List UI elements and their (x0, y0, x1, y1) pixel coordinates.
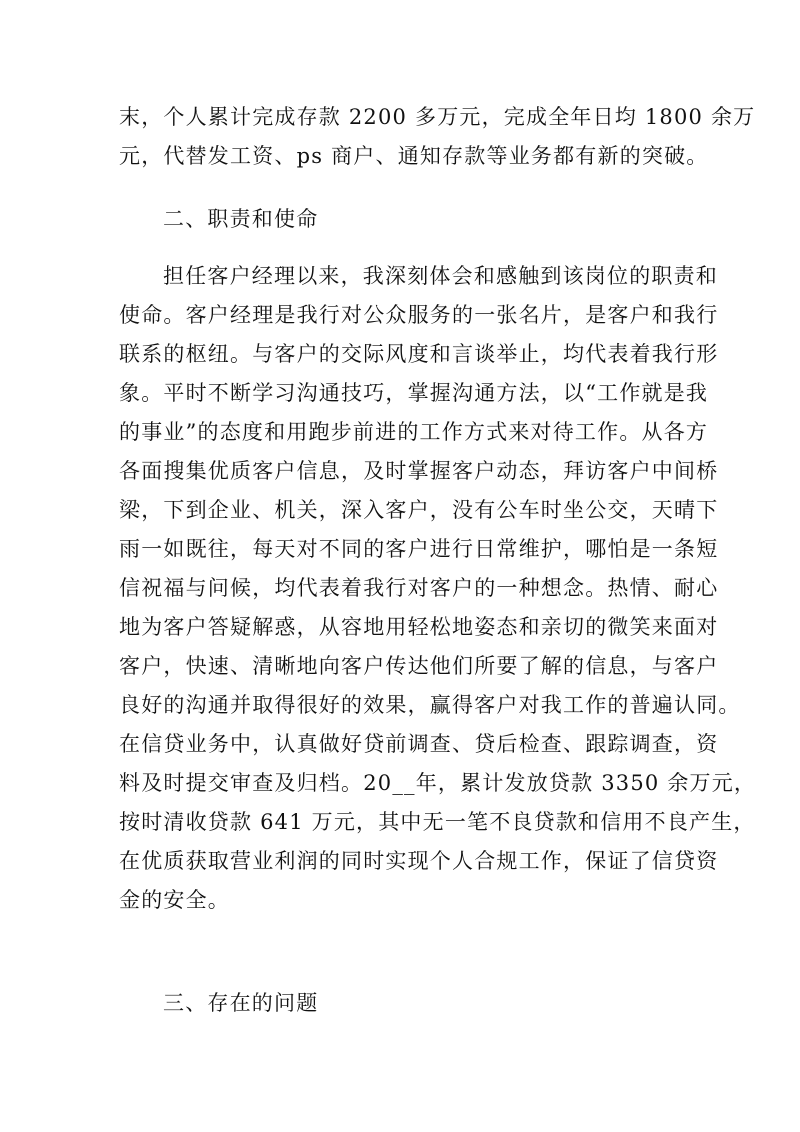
paragraph-line: 联系的枢纽。与客户的交际风度和言谈举止，均代表着我行形 (119, 342, 719, 366)
paragraph-line: 料及时提交审查及归档。20__年，累计发放贷款 3350 余万元， (119, 771, 757, 795)
paragraph-line: 使命。客户经理是我行对公众服务的一张名片，是客户和我行 (119, 303, 719, 327)
paragraph-line: 各面搜集优质客户信息，及时掌握客户动态，拜访客户中间桥 (119, 459, 719, 483)
paragraph-line: 按时清收贷款 641 万元，其中无一笔不良贷款和信用不良产生， (119, 810, 756, 834)
paragraph-line: 的事业”的态度和用跑步前进的工作方式来对待工作。从各方 (119, 420, 709, 444)
paragraph-line: 地为客户答疑解惑，从容地用轻松地姿态和亲切的微笑来面对 (119, 615, 719, 639)
paragraph-line: 元，代替发工资、ps 商户、通知存款等业务都有新的突破。 (119, 144, 709, 168)
paragraph-line: 在优质获取营业利润的同时实现个人合规工作，保证了信贷资 (119, 849, 719, 873)
paragraph-line: 良好的沟通并取得很好的效果，赢得客户对我工作的普遍认同。 (119, 693, 741, 717)
paragraph-line: 梁，下到企业、机关，深入客户，没有公车时坐公交，天晴下 (119, 498, 719, 522)
paragraph-line: 信祝福与问候，均代表着我行对客户的一种想念。热情、耐心 (119, 576, 719, 600)
paragraph-line: 担任客户经理以来，我深刻体会和感触到该岗位的职责和 (163, 264, 718, 288)
section-heading: 三、存在的问题 (163, 991, 319, 1015)
paragraph-line: 末，个人累计完成存款 2200 多万元，完成全年日均 1800 余万 (119, 105, 756, 129)
paragraph-line: 客户，快速、清晰地向客户传达他们所要了解的信息，与客户 (119, 654, 719, 678)
paragraph-line: 象。平时不断学习沟通技巧，掌握沟通方法，以“工作就是我 (119, 381, 709, 405)
section-heading: 二、职责和使命 (163, 207, 319, 231)
paragraph-line: 在信贷业务中，认真做好贷前调查、贷后检查、跟踪调查，资 (119, 732, 719, 756)
paragraph-line: 金的安全。 (119, 888, 230, 912)
paragraph-line: 雨一如既往，每天对不同的客户进行日常维护，哪怕是一条短 (119, 537, 719, 561)
